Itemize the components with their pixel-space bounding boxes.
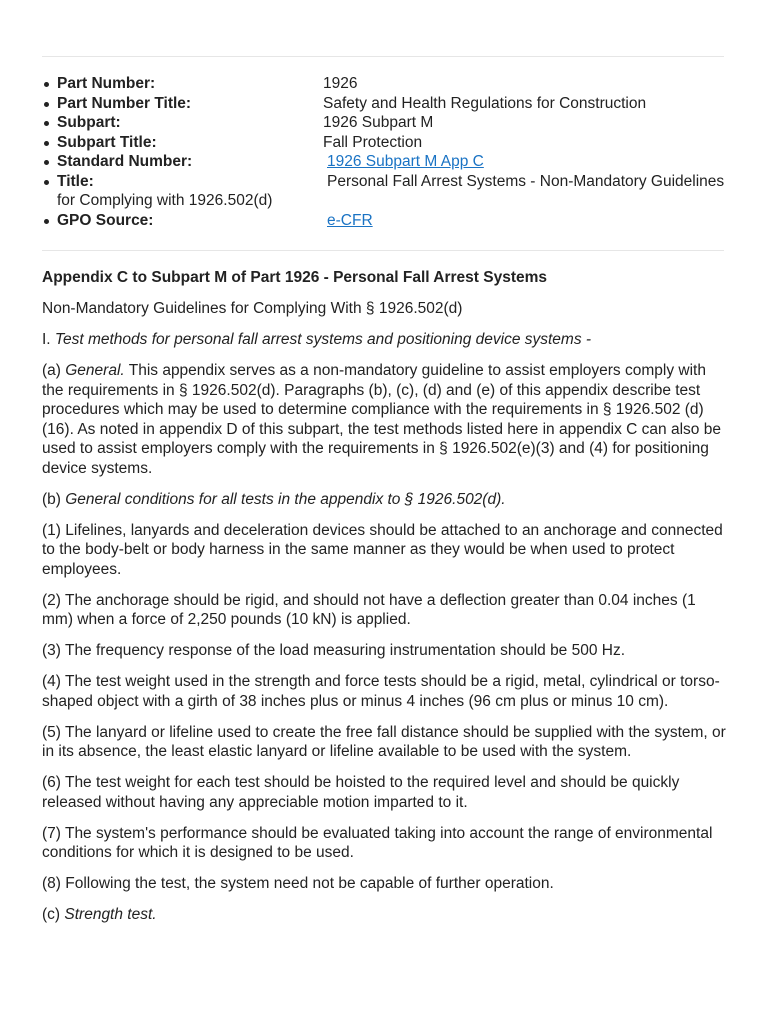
metadata-label: Subpart Title:	[57, 133, 157, 151]
list-item: (8) Following the test, the system need not be capable of further operation.	[42, 875, 554, 892]
paragraph-c-title: Strength test.	[64, 906, 157, 923]
metadata-item-title	[42, 172, 726, 211]
paragraph-c-prefix: (c)	[42, 906, 65, 923]
metadata-label: Part Number Title:	[57, 94, 192, 112]
list-item: (3) The frequency response of the load measuring instrumentation should be 500 Hz.	[42, 642, 626, 659]
metadata-list	[42, 74, 726, 230]
paragraph-a	[42, 361, 728, 478]
list-item: (5) The lanyard or lifeline used to create the free fall distance should be supplied with the system, or in its absence, the least elastic lanyard or lifeline available to be used with the system.	[42, 723, 726, 760]
gpo-source-link[interactable]: e-CFR	[327, 211, 373, 229]
paragraph-a-title: General.	[65, 362, 125, 379]
section-i-title: Test methods for personal fall arrest systems and positioning device systems -	[54, 331, 592, 348]
list-item: (2) The anchorage should be rigid, and should not have a deflection greater than 0.04 inches (1 mm) when a force of 2,250 pounds (10 kN) is applied.	[42, 591, 696, 628]
metadata-label: GPO Source:	[57, 211, 154, 229]
paragraph-a-text: This appendix serves as a non-mandatory guideline to assist employers comply with the requirements in § 1926.502(d). Paragraphs (b), (c), (d) and (e) of this appendix describe test procedures which may be used to determine compliance with the requirements in § 1926.502 (d)(16). As noted in appendix D of this subpart, the test methods listed here in appendix C can also be used to assist employers comply with the requirements in § 1926.502(e)(3) and (4) for positioning device systems.	[42, 362, 721, 477]
metadata-item-subpart	[42, 113, 726, 133]
list-item: (6) The test weight for each test should be hoisted to the required level and should be quickly released without having any appreciable motion imparted to it.	[42, 774, 680, 811]
paragraph-a-prefix: (a)	[42, 362, 66, 379]
appendix-subheading: Non-Mandatory Guidelines for Complying With § 1926.502(d)	[42, 300, 463, 317]
paragraph-c	[42, 905, 728, 925]
top-divider	[42, 56, 724, 57]
metadata-item-gpo-source	[42, 211, 726, 231]
metadata-value: 1926 Subpart M	[323, 114, 434, 131]
metadata-value: 1926	[323, 75, 358, 92]
section-i-prefix: I.	[42, 331, 55, 348]
metadata-value: Safety and Health Regulations for Construction	[323, 94, 647, 112]
document-body	[42, 268, 728, 936]
metadata-item-part-number	[42, 74, 726, 94]
section-divider	[42, 250, 724, 251]
list-item: (1) Lifelines, lanyards and deceleration devices should be attached to an anchorage and connected to the body-belt or body harness in the same manner as they would be when used to protect employees.	[42, 521, 723, 578]
appendix-heading: Appendix C to Subpart M of Part 1926 - Personal Fall Arrest Systems	[42, 269, 548, 286]
metadata-label: Subpart:	[57, 114, 121, 131]
standard-number-link[interactable]: 1926 Subpart M App C	[327, 153, 484, 170]
paragraph-b	[42, 490, 728, 510]
section-i	[42, 330, 728, 350]
paragraph-b-prefix: (b)	[42, 490, 66, 508]
metadata-value: Fall Protection	[323, 133, 423, 151]
metadata-item-subpart-title	[42, 133, 726, 153]
metadata-item-part-number-title	[42, 94, 726, 114]
metadata-label: Title:	[57, 172, 94, 190]
list-item: (7) The system's performance should be evaluated taking into account the range of environmental conditions for which it is designed to be used.	[42, 824, 713, 861]
paragraph-b-title: General conditions for all tests in the appendix to § 1926.502(d).	[65, 490, 506, 508]
metadata-value: Personal Fall Arrest Systems - Non-Mandatory Guidelines for Complying with 1926.502(d)	[57, 172, 725, 209]
list-item: (4) The test weight used in the strength and force tests should be a rigid, metal, cylindrical or torso-shaped object with a girth of 38 inches plus or minus 4 inches (96 cm plus or minus 10 cm).	[42, 673, 720, 710]
metadata-label: Part Number:	[57, 75, 156, 92]
metadata-label: Standard Number:	[57, 153, 193, 170]
metadata-item-standard-number	[42, 152, 726, 172]
